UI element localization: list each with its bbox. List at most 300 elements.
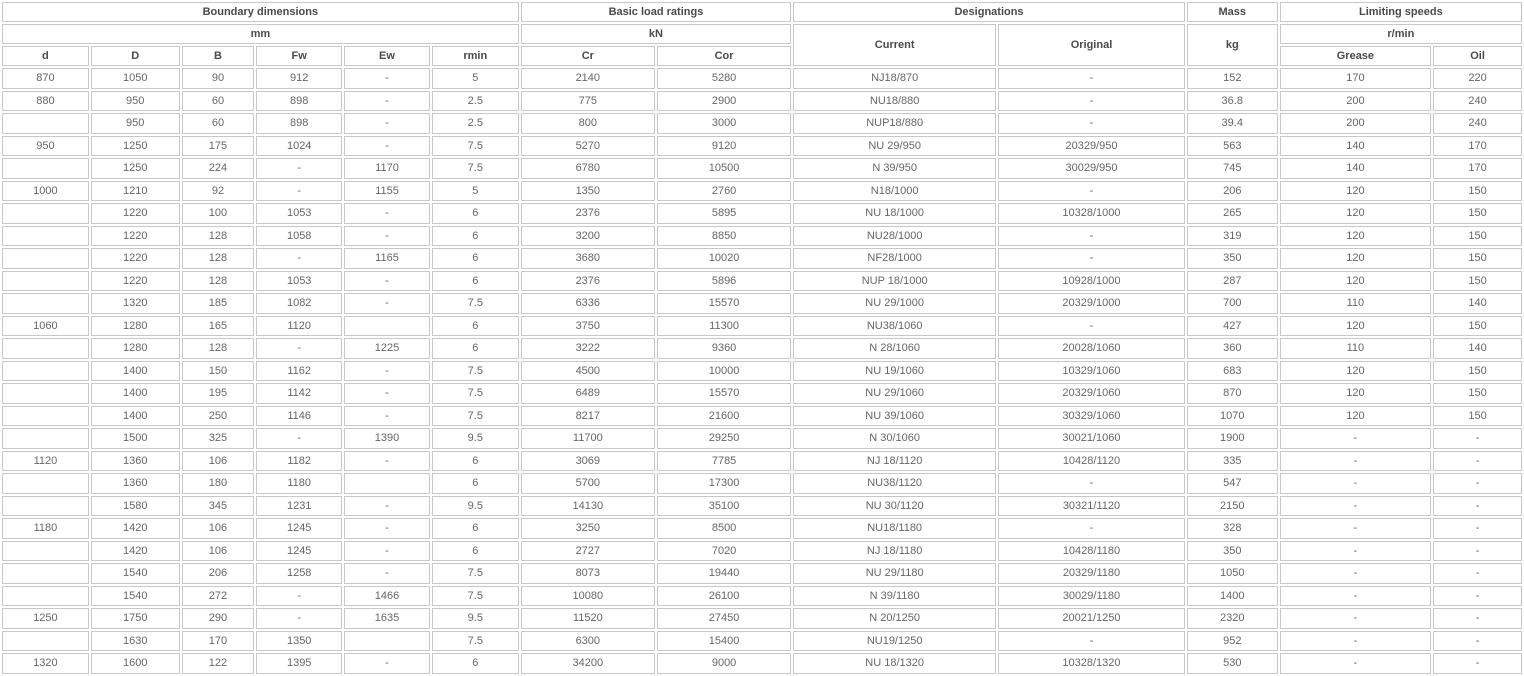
table-row <box>2 383 1522 404</box>
cell-oil-speed: - <box>1433 541 1522 562</box>
cell-Cr: 1350 <box>521 181 655 202</box>
cell-d <box>2 473 89 494</box>
cell-current-designation: N 28/1060 <box>793 338 996 359</box>
cell-Cor: 11300 <box>657 316 791 337</box>
cell-original-designation: 30329/1060 <box>998 406 1185 427</box>
cell-Cor: 2900 <box>657 91 791 112</box>
cell-current-designation: NU 29/950 <box>793 136 996 157</box>
cell-Fw: 1142 <box>256 383 342 404</box>
cell-Ew: - <box>344 226 430 247</box>
cell-B: 122 <box>182 653 255 674</box>
cell-original-designation: - <box>998 91 1185 112</box>
cell-D: 1600 <box>91 653 180 674</box>
table-header <box>2 2 1522 66</box>
cell-Ew: - <box>344 113 430 134</box>
cell-original-designation: 20028/1060 <box>998 338 1185 359</box>
cell-oil-speed: - <box>1433 473 1522 494</box>
cell-current-designation: NU18/880 <box>793 91 996 112</box>
table-row <box>2 518 1522 539</box>
cell-B: 325 <box>182 428 255 449</box>
cell-rmin: 7.5 <box>432 631 519 652</box>
cell-d: 1320 <box>2 653 89 674</box>
cell-rmin: 2.5 <box>432 91 519 112</box>
cell-rmin: 6 <box>432 518 519 539</box>
cell-current-designation: NU38/1060 <box>793 316 996 337</box>
cell-Ew: - <box>344 293 430 314</box>
cell-original-designation: 30029/950 <box>998 158 1185 179</box>
load-ratings-header: Basic load ratings <box>521 2 792 22</box>
cell-oil-speed: - <box>1433 631 1522 652</box>
cell-D: 1220 <box>91 203 180 224</box>
cell-d <box>2 361 89 382</box>
mass-header: Mass <box>1187 2 1278 22</box>
cell-B: 185 <box>182 293 255 314</box>
cell-rmin: 9.5 <box>432 428 519 449</box>
cell-Ew: 1165 <box>344 248 430 269</box>
cell-current-designation: NUP 18/1000 <box>793 271 996 292</box>
cell-Ew: - <box>344 496 430 517</box>
cell-Ew: - <box>344 361 430 382</box>
cell-B: 170 <box>182 631 255 652</box>
cell-oil-speed: 140 <box>1433 293 1522 314</box>
cell-Cor: 7020 <box>657 541 791 562</box>
col-Cor-header: Cor <box>657 46 791 66</box>
cell-Cor: 19440 <box>657 563 791 584</box>
cell-oil-speed: 150 <box>1433 361 1522 382</box>
cell-Fw: 1120 <box>256 316 342 337</box>
cell-grease-speed: - <box>1280 563 1431 584</box>
cell-D: 1210 <box>91 181 180 202</box>
cell-Ew: - <box>344 203 430 224</box>
cell-B: 290 <box>182 608 255 629</box>
cell-d: 1180 <box>2 518 89 539</box>
cell-Ew: - <box>344 406 430 427</box>
cell-Cor: 17300 <box>657 473 791 494</box>
cell-mass: 350 <box>1187 248 1278 269</box>
cell-original-designation: 20021/1250 <box>998 608 1185 629</box>
cell-Fw: 1162 <box>256 361 342 382</box>
cell-grease-speed: 120 <box>1280 203 1431 224</box>
cell-grease-speed: 200 <box>1280 113 1431 134</box>
cell-Ew: 1155 <box>344 181 430 202</box>
cell-rmin: 5 <box>432 181 519 202</box>
cell-oil-speed: 140 <box>1433 338 1522 359</box>
cell-Ew: - <box>344 136 430 157</box>
cell-Fw: - <box>256 338 342 359</box>
cell-B: 128 <box>182 226 255 247</box>
cell-grease-speed: 140 <box>1280 158 1431 179</box>
cell-rmin: 9.5 <box>432 608 519 629</box>
cell-Ew: - <box>344 518 430 539</box>
cell-rmin: 7.5 <box>432 293 519 314</box>
col-d-header: d <box>2 46 89 66</box>
cell-current-designation: NU 18/1320 <box>793 653 996 674</box>
cell-Ew <box>344 631 430 652</box>
cell-Cr: 5270 <box>521 136 655 157</box>
cell-D: 1360 <box>91 473 180 494</box>
col-B-header: B <box>182 46 255 66</box>
cell-original-designation: 20329/1000 <box>998 293 1185 314</box>
cell-current-designation: NU28/1000 <box>793 226 996 247</box>
cell-Cor: 35100 <box>657 496 791 517</box>
cell-grease-speed: 170 <box>1280 68 1431 89</box>
cell-original-designation: 30029/1180 <box>998 586 1185 607</box>
cell-Cr: 3250 <box>521 518 655 539</box>
table-row <box>2 608 1522 629</box>
cell-grease-speed: 120 <box>1280 226 1431 247</box>
cell-B: 206 <box>182 563 255 584</box>
cell-rmin: 7.5 <box>432 406 519 427</box>
cell-D: 1750 <box>91 608 180 629</box>
cell-Fw: 1350 <box>256 631 342 652</box>
cell-grease-speed: 120 <box>1280 248 1431 269</box>
table-row <box>2 91 1522 112</box>
cell-d: 1120 <box>2 451 89 472</box>
cell-original-designation: 20329/950 <box>998 136 1185 157</box>
cell-Cor: 8500 <box>657 518 791 539</box>
cell-Cr: 2727 <box>521 541 655 562</box>
table-row <box>2 158 1522 179</box>
cell-Cr: 11700 <box>521 428 655 449</box>
cell-original-designation: 10328/1320 <box>998 653 1185 674</box>
cell-current-designation: NU19/1250 <box>793 631 996 652</box>
cell-Cr: 3069 <box>521 451 655 472</box>
cell-Cor: 10020 <box>657 248 791 269</box>
cell-Cr: 3680 <box>521 248 655 269</box>
cell-Fw: 1395 <box>256 653 342 674</box>
cell-Fw: 1182 <box>256 451 342 472</box>
boundary-dimensions-header: Boundary dimensions <box>2 2 519 22</box>
limiting-speeds-header: Limiting speeds <box>1280 2 1522 22</box>
cell-grease-speed: - <box>1280 496 1431 517</box>
cell-B: 106 <box>182 451 255 472</box>
cell-Cr: 3200 <box>521 226 655 247</box>
table-row <box>2 541 1522 562</box>
cell-grease-speed: 120 <box>1280 383 1431 404</box>
cell-current-designation: NJ18/870 <box>793 68 996 89</box>
cell-original-designation: - <box>998 68 1185 89</box>
cell-rmin: 6 <box>432 473 519 494</box>
table-row <box>2 293 1522 314</box>
cell-d <box>2 406 89 427</box>
cell-D: 1420 <box>91 541 180 562</box>
cell-current-designation: NJ 18/1180 <box>793 541 996 562</box>
cell-grease-speed: 120 <box>1280 406 1431 427</box>
col-Cr-header: Cr <box>521 46 655 66</box>
cell-original-designation: - <box>998 316 1185 337</box>
cell-B: 92 <box>182 181 255 202</box>
cell-oil-speed: 150 <box>1433 248 1522 269</box>
cell-current-designation: NU 29/1060 <box>793 383 996 404</box>
cell-D: 1250 <box>91 136 180 157</box>
cell-mass: 265 <box>1187 203 1278 224</box>
cell-Cr: 6336 <box>521 293 655 314</box>
cell-grease-speed: - <box>1280 473 1431 494</box>
cell-oil-speed: - <box>1433 496 1522 517</box>
table-body <box>2 68 1522 674</box>
cell-Cor: 21600 <box>657 406 791 427</box>
cell-Ew: 1635 <box>344 608 430 629</box>
cell-Ew: - <box>344 653 430 674</box>
cell-grease-speed: - <box>1280 428 1431 449</box>
cell-Fw: 898 <box>256 113 342 134</box>
cell-Cr: 2376 <box>521 203 655 224</box>
cell-Cr: 2376 <box>521 271 655 292</box>
cell-D: 1400 <box>91 406 180 427</box>
table-row <box>2 113 1522 134</box>
cell-oil-speed: - <box>1433 451 1522 472</box>
table-row <box>2 586 1522 607</box>
cell-d <box>2 338 89 359</box>
cell-Ew: - <box>344 271 430 292</box>
cell-Fw: 912 <box>256 68 342 89</box>
cell-Ew: 1225 <box>344 338 430 359</box>
col-D-header: D <box>91 46 180 66</box>
cell-Fw: 1082 <box>256 293 342 314</box>
cell-mass: 360 <box>1187 338 1278 359</box>
cell-mass: 745 <box>1187 158 1278 179</box>
table-row <box>2 226 1522 247</box>
cell-original-designation: - <box>998 631 1185 652</box>
table-row <box>2 181 1522 202</box>
cell-mass: 427 <box>1187 316 1278 337</box>
header-column-row <box>2 46 1522 66</box>
cell-mass: 206 <box>1187 181 1278 202</box>
cell-mass: 36.8 <box>1187 91 1278 112</box>
cell-mass: 700 <box>1187 293 1278 314</box>
cell-mass: 152 <box>1187 68 1278 89</box>
cell-Fw: 1053 <box>256 271 342 292</box>
table-row <box>2 406 1522 427</box>
cell-oil-speed: - <box>1433 653 1522 674</box>
table-row <box>2 473 1522 494</box>
cell-B: 180 <box>182 473 255 494</box>
cell-B: 90 <box>182 68 255 89</box>
cell-oil-speed: 240 <box>1433 91 1522 112</box>
cell-mass: 870 <box>1187 383 1278 404</box>
cell-Cr: 10080 <box>521 586 655 607</box>
cell-grease-speed: 120 <box>1280 271 1431 292</box>
cell-mass: 1400 <box>1187 586 1278 607</box>
cell-D: 1280 <box>91 316 180 337</box>
cell-Fw: - <box>256 158 342 179</box>
cell-D: 1540 <box>91 586 180 607</box>
cell-B: 106 <box>182 541 255 562</box>
col-grease-header: Grease <box>1280 46 1431 66</box>
cell-D: 1400 <box>91 361 180 382</box>
cell-grease-speed: - <box>1280 631 1431 652</box>
cell-Cor: 9120 <box>657 136 791 157</box>
table-row <box>2 361 1522 382</box>
cell-oil-speed: 150 <box>1433 181 1522 202</box>
cell-Cr: 8073 <box>521 563 655 584</box>
cell-grease-speed: - <box>1280 451 1431 472</box>
cell-current-designation: NJ 18/1120 <box>793 451 996 472</box>
cell-Cr: 3750 <box>521 316 655 337</box>
cell-grease-speed: - <box>1280 586 1431 607</box>
cell-Cor: 15570 <box>657 293 791 314</box>
cell-current-designation: N 30/1060 <box>793 428 996 449</box>
col-rmin-header: rmin <box>432 46 519 66</box>
cell-rmin: 6 <box>432 653 519 674</box>
cell-mass: 335 <box>1187 451 1278 472</box>
cell-grease-speed: 120 <box>1280 181 1431 202</box>
cell-oil-speed: 150 <box>1433 203 1522 224</box>
cell-Cr: 34200 <box>521 653 655 674</box>
cell-D: 1220 <box>91 226 180 247</box>
cell-B: 272 <box>182 586 255 607</box>
cell-D: 950 <box>91 113 180 134</box>
cell-original-designation: - <box>998 113 1185 134</box>
cell-d <box>2 158 89 179</box>
cell-mass: 683 <box>1187 361 1278 382</box>
col-Ew-header: Ew <box>344 46 430 66</box>
cell-Cor: 15570 <box>657 383 791 404</box>
cell-d <box>2 496 89 517</box>
cell-Ew <box>344 473 430 494</box>
cell-Cor: 5895 <box>657 203 791 224</box>
cell-Fw: 1180 <box>256 473 342 494</box>
cell-Cr: 14130 <box>521 496 655 517</box>
cell-original-designation: 10328/1000 <box>998 203 1185 224</box>
cell-oil-speed: - <box>1433 428 1522 449</box>
cell-oil-speed: - <box>1433 518 1522 539</box>
cell-Cor: 10000 <box>657 361 791 382</box>
cell-original-designation: 30021/1060 <box>998 428 1185 449</box>
cell-Cr: 6489 <box>521 383 655 404</box>
cell-mass: 1050 <box>1187 563 1278 584</box>
cell-B: 60 <box>182 113 255 134</box>
cell-grease-speed: 110 <box>1280 293 1431 314</box>
cell-current-designation: NU 18/1000 <box>793 203 996 224</box>
cell-original-designation: 30321/1120 <box>998 496 1185 517</box>
cell-D: 1280 <box>91 338 180 359</box>
cell-current-designation: NU38/1120 <box>793 473 996 494</box>
original-designation-header: Original <box>998 24 1185 66</box>
cell-oil-speed: 150 <box>1433 316 1522 337</box>
table-row <box>2 136 1522 157</box>
cell-mass: 2320 <box>1187 608 1278 629</box>
cell-d <box>2 563 89 584</box>
cell-oil-speed: - <box>1433 563 1522 584</box>
cell-Ew: - <box>344 451 430 472</box>
cell-original-designation: - <box>998 248 1185 269</box>
cell-mass: 39.4 <box>1187 113 1278 134</box>
cell-Cr: 3222 <box>521 338 655 359</box>
cell-oil-speed: 240 <box>1433 113 1522 134</box>
cell-original-designation: - <box>998 181 1185 202</box>
cell-D: 1320 <box>91 293 180 314</box>
cell-grease-speed: 120 <box>1280 316 1431 337</box>
cell-Ew: 1390 <box>344 428 430 449</box>
header-group-row <box>2 2 1522 22</box>
cell-Cor: 9360 <box>657 338 791 359</box>
cell-rmin: 6 <box>432 338 519 359</box>
cell-d <box>2 203 89 224</box>
header-unit-row <box>2 24 1522 44</box>
table-row <box>2 653 1522 674</box>
cell-original-designation: - <box>998 473 1185 494</box>
table-row <box>2 248 1522 269</box>
cell-original-designation: 20329/1060 <box>998 383 1185 404</box>
current-designation-header: Current <box>793 24 996 66</box>
cell-Ew: 1466 <box>344 586 430 607</box>
cell-B: 60 <box>182 91 255 112</box>
cell-B: 224 <box>182 158 255 179</box>
cell-grease-speed: - <box>1280 541 1431 562</box>
cell-d <box>2 586 89 607</box>
designations-header: Designations <box>793 2 1185 22</box>
cell-original-designation: - <box>998 226 1185 247</box>
cell-current-designation: N 39/950 <box>793 158 996 179</box>
cell-rmin: 6 <box>432 203 519 224</box>
table-row <box>2 316 1522 337</box>
cell-grease-speed: - <box>1280 518 1431 539</box>
cell-Ew <box>344 316 430 337</box>
cell-Cor: 9000 <box>657 653 791 674</box>
cell-d <box>2 293 89 314</box>
cell-D: 1220 <box>91 271 180 292</box>
cell-grease-speed: 120 <box>1280 361 1431 382</box>
cell-original-designation: 10428/1180 <box>998 541 1185 562</box>
table-row <box>2 563 1522 584</box>
cell-B: 128 <box>182 248 255 269</box>
cell-d <box>2 383 89 404</box>
cell-mass: 2150 <box>1187 496 1278 517</box>
cell-rmin: 7.5 <box>432 158 519 179</box>
cell-d <box>2 631 89 652</box>
cell-current-designation: N 39/1180 <box>793 586 996 607</box>
col-oil-header: Oil <box>1433 46 1522 66</box>
cell-B: 195 <box>182 383 255 404</box>
cell-current-designation: NU 29/1180 <box>793 563 996 584</box>
cell-D: 1580 <box>91 496 180 517</box>
table-row <box>2 631 1522 652</box>
cell-original-designation: 10928/1000 <box>998 271 1185 292</box>
cell-Fw: 1231 <box>256 496 342 517</box>
cell-Cr: 6300 <box>521 631 655 652</box>
cell-rmin: 9.5 <box>432 496 519 517</box>
cell-d: 1250 <box>2 608 89 629</box>
cell-current-designation: NU 19/1060 <box>793 361 996 382</box>
cell-mass: 319 <box>1187 226 1278 247</box>
cell-mass: 1070 <box>1187 406 1278 427</box>
cell-Cor: 8850 <box>657 226 791 247</box>
cell-Fw: 1245 <box>256 541 342 562</box>
cell-grease-speed: 200 <box>1280 91 1431 112</box>
cell-oil-speed: 150 <box>1433 406 1522 427</box>
cell-D: 950 <box>91 91 180 112</box>
cell-D: 1420 <box>91 518 180 539</box>
cell-Ew: 1170 <box>344 158 430 179</box>
cell-D: 1360 <box>91 451 180 472</box>
cell-d <box>2 248 89 269</box>
cell-Cr: 800 <box>521 113 655 134</box>
cell-oil-speed: 150 <box>1433 226 1522 247</box>
cell-Cor: 27450 <box>657 608 791 629</box>
cell-grease-speed: - <box>1280 608 1431 629</box>
cell-oil-speed: 220 <box>1433 68 1522 89</box>
cell-D: 1220 <box>91 248 180 269</box>
cell-B: 128 <box>182 338 255 359</box>
cell-Cor: 7785 <box>657 451 791 472</box>
cell-D: 1050 <box>91 68 180 89</box>
cell-current-designation: NU 39/1060 <box>793 406 996 427</box>
cell-mass: 350 <box>1187 541 1278 562</box>
cell-current-designation: N 20/1250 <box>793 608 996 629</box>
cell-Cor: 3000 <box>657 113 791 134</box>
cell-d <box>2 226 89 247</box>
